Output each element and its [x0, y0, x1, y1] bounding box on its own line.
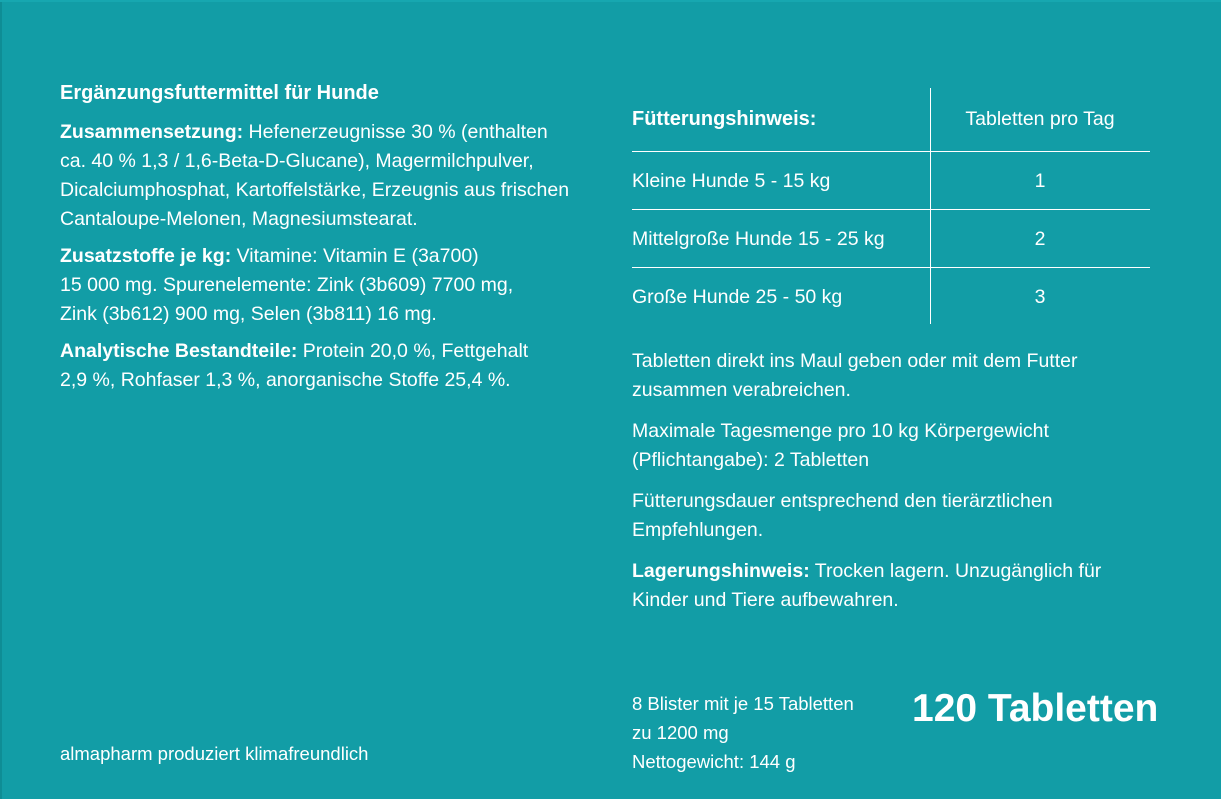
- note-line: zusammen verabreichen.: [632, 379, 851, 401]
- feeding-table: [632, 88, 1150, 324]
- additives-label: Zusatzstoffe je kg:: [60, 245, 232, 267]
- dog-size-label: Kleine Hunde 5 - 15 kg: [632, 169, 831, 192]
- additives-line: 15 000 mg. Spurenelemente: Zink (3b609) 7700 mg,: [60, 274, 514, 296]
- composition-line: ca. 40 % 1,3 / 1,6-Beta-D-Glucane), Magermilchpulver,: [60, 150, 534, 172]
- pack-line: Nettogewicht: 144 g: [632, 751, 796, 772]
- left-column: [60, 80, 605, 403]
- table-row: [632, 268, 1150, 326]
- analytic-label: Analytische Bestandteile:: [60, 340, 298, 362]
- tablet-count: 2: [1034, 227, 1046, 250]
- duration-note: [632, 487, 1152, 545]
- pack-line: 8 Blister mit je 15 Tabletten: [632, 693, 854, 714]
- usage-notes: [632, 347, 1152, 627]
- note-line: (Pflichtangabe): 2 Tabletten: [632, 449, 870, 471]
- pack-line: zu 1200 mg: [632, 722, 729, 743]
- tablet-count-title: 120 Tabletten: [912, 687, 1159, 730]
- right-column: [632, 88, 1162, 611]
- composition-line: Cantaloupe-Melonen, Magnesiumstearat.: [60, 208, 418, 230]
- feeding-header: Fütterungshinweis:: [632, 108, 817, 130]
- analytic-line: 2,9 %, Rohfaser 1,3 %, anorganische Stoffe 25,4 %.: [60, 369, 511, 391]
- note-line: Trocken lagern. Unzugänglich für: [809, 560, 1102, 582]
- left-edge: [0, 0, 2, 799]
- table-row: [632, 152, 1150, 210]
- note-line: Empfehlungen.: [632, 519, 764, 541]
- analytic-paragraph: [60, 337, 605, 395]
- product-type-heading: Ergänzungsfuttermittel für Hunde: [60, 82, 379, 104]
- storage-note: [632, 557, 1152, 615]
- composition-line: Hefenerzeugnisse 30 % (enthalten: [243, 121, 548, 143]
- table-header-row: [632, 88, 1150, 151]
- dog-size-label: Große Hunde 25 - 50 kg: [632, 285, 843, 308]
- composition-paragraph: [60, 118, 605, 234]
- additives-line: Vitamine: Vitamin E (3a700): [231, 245, 479, 267]
- composition-line: Dicalciumphosphat, Kartoffelstärke, Erzeugnis aus frischen: [60, 179, 570, 201]
- composition-label: Zusammensetzung:: [60, 121, 244, 143]
- storage-label: Lagerungshinweis:: [632, 560, 810, 582]
- additives-line: Zink (3b612) 900 mg, Selen (3b811) 16 mg.: [60, 303, 437, 325]
- note-line: Maximale Tagesmenge pro 10 kg Körpergewicht: [632, 420, 1049, 442]
- tablet-count: 3: [1034, 285, 1046, 308]
- top-edge: [0, 0, 1221, 2]
- footer-claim: almapharm produziert klimafreundlich: [60, 743, 369, 764]
- note-line: Fütterungsdauer entsprechend den tierärztlichen: [632, 490, 1053, 512]
- note-line: Kinder und Tiere aufbewahren.: [632, 589, 899, 611]
- table-row: [632, 210, 1150, 268]
- analytic-line: Protein 20,0 %, Fettgehalt: [297, 340, 529, 362]
- tablet-count: 1: [1034, 169, 1046, 192]
- pack-info: [632, 689, 854, 776]
- max-dose-note: [632, 417, 1152, 475]
- note-line: Tabletten direkt ins Maul geben oder mit dem Futter: [632, 350, 1078, 372]
- additives-paragraph: [60, 242, 605, 329]
- dog-size-label: Mittelgroße Hunde 15 - 25 kg: [632, 227, 885, 250]
- tablets-per-day-header: Tabletten pro Tag: [965, 108, 1115, 130]
- administration-note: [632, 347, 1152, 405]
